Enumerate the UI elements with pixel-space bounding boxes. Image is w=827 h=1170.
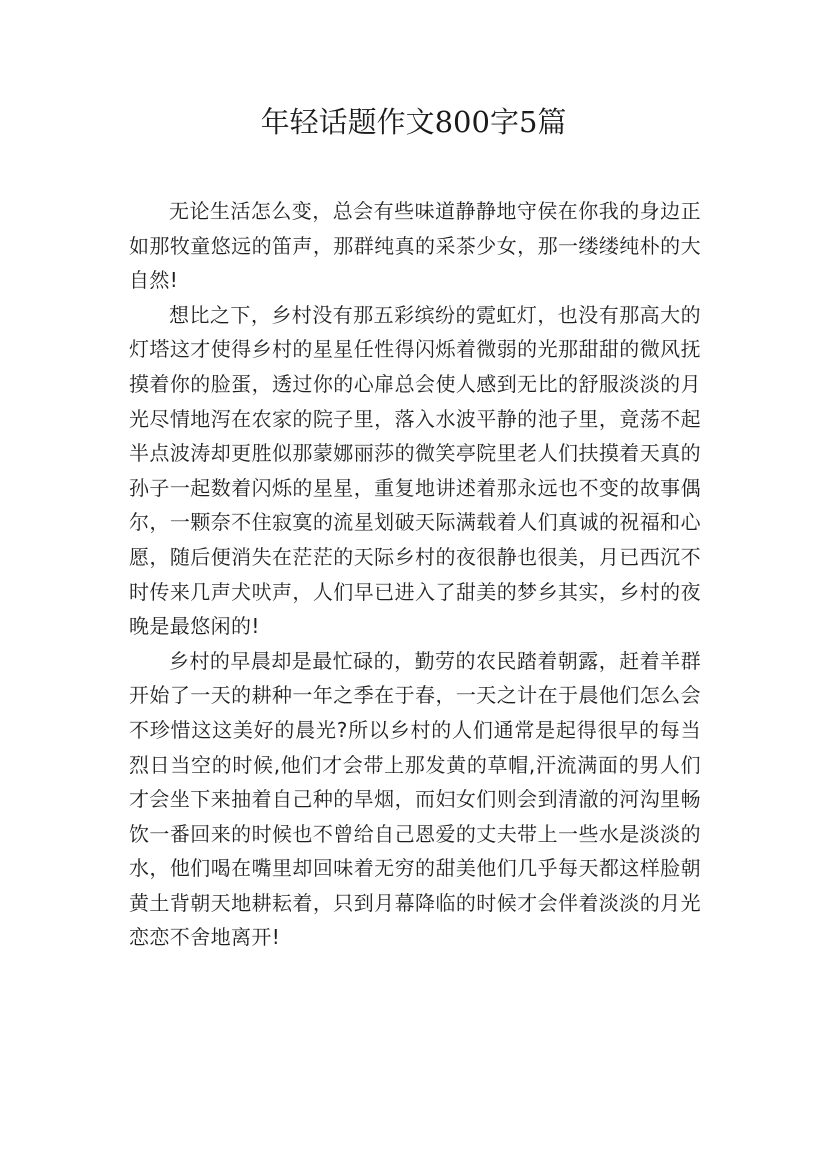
paragraph-3: 乡村的早晨却是最忙碌的，勤劳的农民踏着朝露，赶着羊群开始了一天的耕种一年之季在于春，一天之计在于晨他们怎么会不珍惜这这美好的晨光?所以乡村的人们通常是起得很早的每当烈日当空的时候,他们才会带上那发黄的草帽,汗流满面的男人们才会坐下来抽着自己种的旱烟，而妇女们则会到清澈的河沟里畅饮一番回来的时候也不曾给自己恩爱的丈夫带上一些水是淡淡的水，他们喝在嘴里却回味着无穷的甜美他们几乎每天都这样脸朝黄土背朝天地耕耘着，只到月幕降临的时候才会伴着淡淡的月光恋恋不舍地离开! [129,648,701,950]
paragraph-2: 想比之下，乡村没有那五彩缤纷的霓虹灯，也没有那高大的灯塔这才使得乡村的星星任性得闪烁着微弱的光那甜甜的微风抚摸着你的脸蛋，透过你的心扉总会使人感到无比的舒服淡淡的月光尽情地泻在农家的院子里，落入水波平静的池子里，竟荡不起半点波涛却更胜似那蒙娜丽莎的微笑亭院里老人们扶摸着天真的孙子一起数着闪烁的星星，重复地讲述着那永远也不变的故事偶尔，一颗奈不住寂寞的流星划破天际满载着人们真诚的祝福和心愿，随后便消失在茫茫的天际乡村的夜很静也很美，月已西沉不时传来几声犬吠声，人们早已进入了甜美的梦乡其实，乡村的夜晚是最悠闲的! [129,302,701,639]
paragraph-1: 无论生活怎么变，总会有些味道静静地守侯在你我的身边正如那牧童悠远的笛声，那群纯真的采茶少女，那一缕缕纯朴的大自然! [129,199,701,293]
document-title: 年轻话题作文800字5篇 [260,105,567,139]
document-body [129,194,701,955]
